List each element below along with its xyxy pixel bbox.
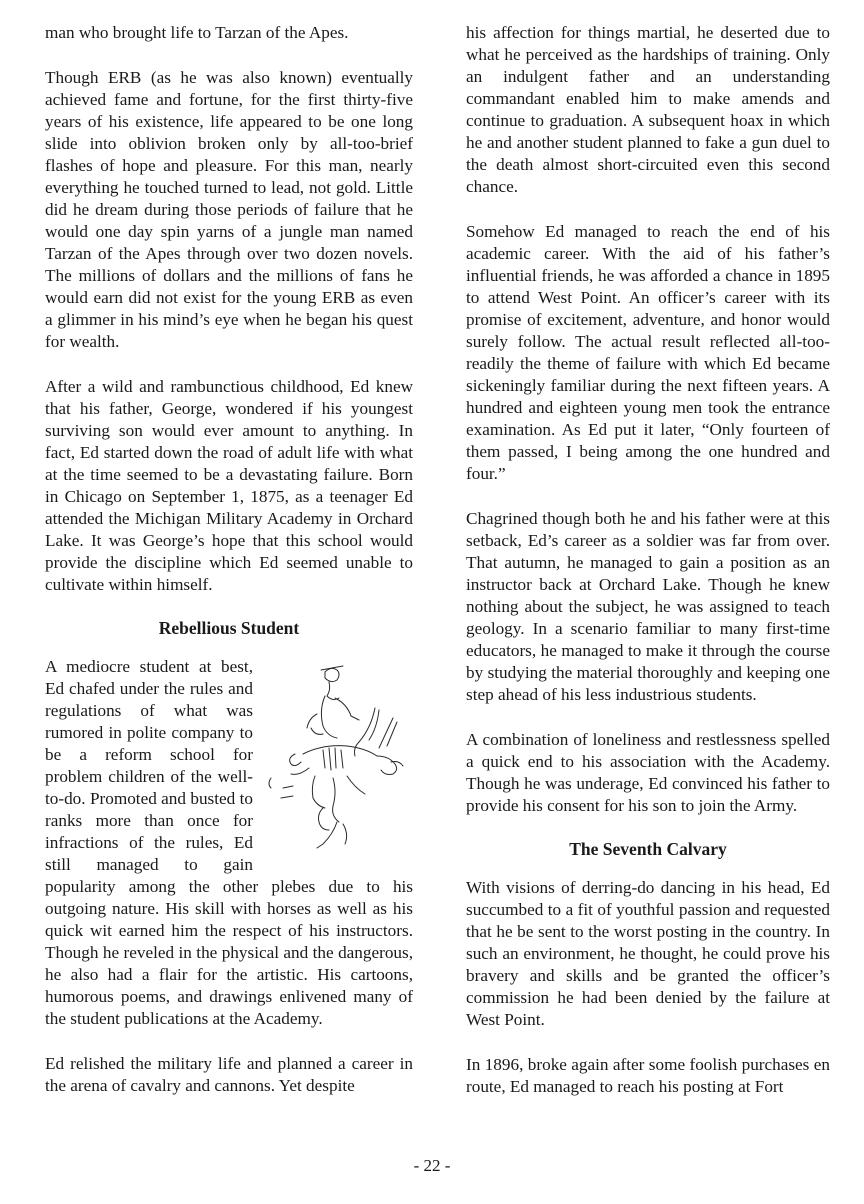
horse-rider-sketch-icon bbox=[263, 658, 413, 870]
paragraph: In 1896, broke again after some foolish purchases en route, Ed managed to reach his posting at Fort bbox=[466, 1055, 830, 1096]
paragraph: Somehow Ed managed to reach the end of his academic career. With the aid of his father’s influential friends, he was afforded a chance in 1895 to attend West Point. An officer’s career with its promise of excitement, adventure, and honor would surely follow. The actual result reflected all-too-readily the theme of failure with which Ed became sickeningly familiar during the next fifteen years. A hundred and eighteen young men took the entrance examination. As Ed put it later, “Only fourteen of them passed, I being among the one hundred and four.” bbox=[466, 222, 830, 483]
paragraph: After a wild and rambunctious childhood, Ed knew that his father, George, wondered if his youngest surviving son would ever amount to anything. In fact, Ed started down the road of adult life with what at the time seemed to be a devastating failure. Born in Chicago on September 1, 1875, as a teenager Ed attended the Michigan Military Academy in Orchard Lake. It was George’s hope that this school would provide the discipline which Ed seemed unable to cultivate within himself. bbox=[45, 377, 413, 594]
paragraph: man who brought life to Tarzan of the Apes. bbox=[45, 23, 349, 42]
page-number: - 22 - bbox=[413, 1156, 451, 1175]
paragraph: A combination of loneliness and restlessness spelled a quick end to his association with the Academy. Though he was underage, Ed convinced his father to provide his consent for his son to join the Army. bbox=[466, 730, 830, 815]
paragraph: With visions of derring-do dancing in his head, Ed succumbed to a fit of youthful passion and requested that he be sent to the worst posting in the country. In such an environment, he thought, he could prove his bravery and skills and be granted the officer’s commission he had been denied by the failure at West Point. bbox=[466, 878, 830, 1029]
paragraph: Chagrined though both he and his father were at this setback, Ed’s career as a soldier was far from over. That autumn, he managed to gain a position as an instructor back at Orchard Lake. Though he knew nothing about the subject, he was assigned to teach geology. In a scenario familiar to many first-time educators, he managed to make it through the course by studying the material thoroughly and keeping one step ahead of his less industrious students. bbox=[466, 509, 830, 704]
paragraph: Ed relished the military life and planned a career in the arena of cavalry and cannons. Yet despite bbox=[45, 1054, 413, 1095]
paragraph: his affection for things martial, he deserted due to what he perceived as the hardships of training. Only an indulgent father and an understanding commandant enabled him to make amends and continue to graduation. A subsequent hoax in which he and another student planned to fake a gun duel to the death almost short-circuited even this second chance. bbox=[466, 23, 830, 196]
paragraph: Though ERB (as he was also known) eventually achieved fame and fortune, for the first thirty-five years of his existence, life appeared to be one long slide into oblivion broken only by all-too-brief flashes of hope and pleasure. For this man, nearly everything he touched turned to lead, not gold. Little did he dream during those periods of failure that he would one day spin yarns of a jungle man named Tarzan of the Apes through over two dozen novels. The millions of dollars and the millions of fans he would earn did not exist for the young ERB as even a glimmer in his mind’s eye when he began his quest for wealth. bbox=[45, 68, 413, 351]
right-column bbox=[466, 22, 830, 1121]
paragraph: A mediocre student at best, Ed chafed under the rules and regulations of what was rumored in polite company to be a reform school for problem children of the well-to-do. Promoted and busted to ranks more than once for infractions of the rules, Ed still managed to gain popularity among the other plebes due to his outgoing nature. His skill with horses as well as his quick wit earned him the respect of his instructors. Though he reveled in the physical and the dangerous, he also had a flair for the artistic. His cartoons, humorous poems, and drawings enlivened many of the student publications at the Academy. bbox=[45, 657, 413, 1028]
section-heading: The Seventh Calvary bbox=[569, 839, 727, 859]
left-column bbox=[45, 22, 413, 1120]
illustration bbox=[263, 658, 413, 870]
section-heading: Rebellious Student bbox=[158, 618, 300, 638]
